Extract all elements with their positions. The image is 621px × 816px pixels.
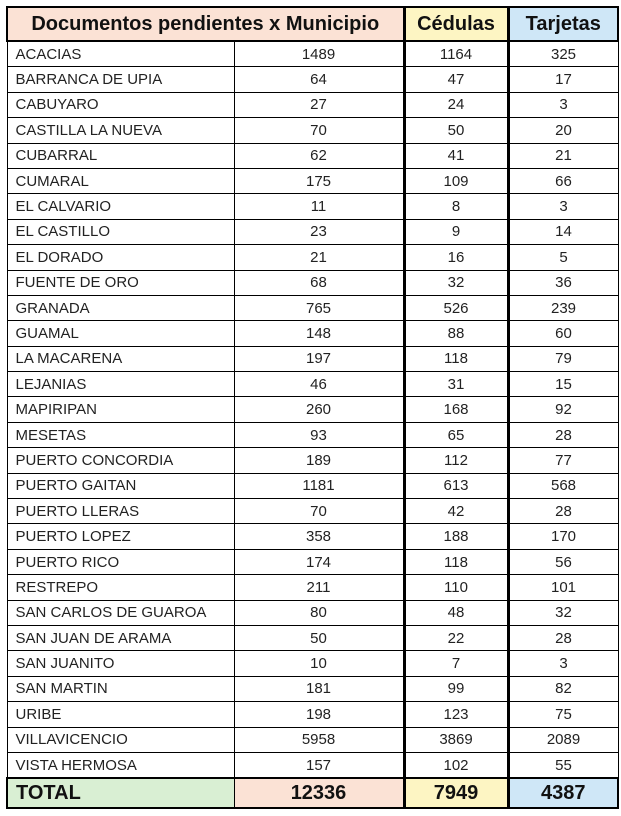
municipio-cell: SAN JUAN DE ARAMA: [7, 625, 234, 650]
total-cell: 175: [234, 168, 404, 193]
table-row: [7, 397, 618, 422]
municipio-cell: EL DORADO: [7, 245, 234, 270]
tarjetas-cell: 17: [508, 67, 618, 92]
total-cell: 23: [234, 219, 404, 244]
total-cell: 50: [234, 625, 404, 650]
cedulas-cell: 16: [404, 245, 508, 270]
cedulas-cell: 47: [404, 67, 508, 92]
tarjetas-cell: 36: [508, 270, 618, 295]
table-row: [7, 372, 618, 397]
tarjetas-cell: 32: [508, 600, 618, 625]
cedulas-cell: 7: [404, 651, 508, 676]
cedulas-cell: 50: [404, 118, 508, 143]
municipio-cell: SAN JUANITO: [7, 651, 234, 676]
municipio-cell: GUAMAL: [7, 321, 234, 346]
pending-documents-table: [6, 6, 619, 809]
table-row: [7, 67, 618, 92]
total-cell: 11: [234, 194, 404, 219]
total-cell: 211: [234, 575, 404, 600]
municipio-cell: SAN CARLOS DE GUAROA: [7, 600, 234, 625]
municipio-cell: RESTREPO: [7, 575, 234, 600]
table-row: [7, 676, 618, 701]
municipio-cell: EL CASTILLO: [7, 219, 234, 244]
municipio-cell: URIBE: [7, 702, 234, 727]
cedulas-cell: 42: [404, 499, 508, 524]
total-cell: 1181: [234, 473, 404, 498]
total-cell: 70: [234, 118, 404, 143]
cedulas-cell: 31: [404, 372, 508, 397]
municipio-cell: MAPIRIPAN: [7, 397, 234, 422]
total-cell: 68: [234, 270, 404, 295]
municipio-cell: PUERTO LOPEZ: [7, 524, 234, 549]
table-row: [7, 143, 618, 168]
municipio-cell: SAN MARTIN: [7, 676, 234, 701]
total-cell: 198: [234, 702, 404, 727]
municipio-cell: GRANADA: [7, 295, 234, 320]
cedulas-cell: 32: [404, 270, 508, 295]
table-row: [7, 118, 618, 143]
total-cell: 93: [234, 422, 404, 447]
total-cell: 62: [234, 143, 404, 168]
tarjetas-cell: 3: [508, 651, 618, 676]
total-row: [7, 778, 618, 808]
total-cell: 5958: [234, 727, 404, 752]
municipio-cell: PUERTO CONCORDIA: [7, 448, 234, 473]
cedulas-cell: 65: [404, 422, 508, 447]
tarjetas-cell: 5: [508, 245, 618, 270]
tarjetas-cell: 28: [508, 422, 618, 447]
cedulas-cell: 24: [404, 92, 508, 117]
municipio-cell: BARRANCA DE UPIA: [7, 67, 234, 92]
cedulas-cell: 112: [404, 448, 508, 473]
total-cell: 64: [234, 67, 404, 92]
tarjetas-cell: 92: [508, 397, 618, 422]
table-row: [7, 524, 618, 549]
table-row: [7, 651, 618, 676]
table-row: [7, 600, 618, 625]
tarjetas-cell: 21: [508, 143, 618, 168]
table-row: [7, 448, 618, 473]
table-row: [7, 752, 618, 778]
tarjetas-cell: 3: [508, 92, 618, 117]
total-cell: 80: [234, 600, 404, 625]
table-row: [7, 92, 618, 117]
municipio-cell: PUERTO RICO: [7, 549, 234, 574]
tarjetas-cell: 170: [508, 524, 618, 549]
municipio-cell: CABUYARO: [7, 92, 234, 117]
cedulas-cell: 22: [404, 625, 508, 650]
cedulas-cell: 109: [404, 168, 508, 193]
total-cell: 70: [234, 499, 404, 524]
table-row: [7, 219, 618, 244]
table-row: [7, 245, 618, 270]
total-cell: 197: [234, 346, 404, 371]
cedulas-cell: 613: [404, 473, 508, 498]
tarjetas-cell: 77: [508, 448, 618, 473]
tarjetas-cell: 325: [508, 41, 618, 67]
table-row: [7, 41, 618, 67]
municipio-cell: VISTA HERMOSA: [7, 752, 234, 778]
municipio-cell: CASTILLA LA NUEVA: [7, 118, 234, 143]
municipio-cell: ACACIAS: [7, 41, 234, 67]
table-row: [7, 346, 618, 371]
total-cell: 260: [234, 397, 404, 422]
total-cell: 157: [234, 752, 404, 778]
header-row: [7, 7, 618, 41]
total-cell: 181: [234, 676, 404, 701]
municipio-cell: CUMARAL: [7, 168, 234, 193]
tarjetas-cell: 56: [508, 549, 618, 574]
header-cedulas: Cédulas: [404, 7, 508, 41]
tarjetas-cell: 28: [508, 499, 618, 524]
total-cell: 765: [234, 295, 404, 320]
municipio-cell: CUBARRAL: [7, 143, 234, 168]
table-row: [7, 499, 618, 524]
table-row: [7, 422, 618, 447]
cedulas-cell: 188: [404, 524, 508, 549]
tarjetas-cell: 82: [508, 676, 618, 701]
cedulas-cell: 88: [404, 321, 508, 346]
tarjetas-cell: 75: [508, 702, 618, 727]
header-tarjetas: Tarjetas: [508, 7, 618, 41]
cedulas-cell: 48: [404, 600, 508, 625]
table-row: [7, 321, 618, 346]
header-title: Documentos pendientes x Municipio: [7, 7, 404, 41]
table-row: [7, 295, 618, 320]
tarjetas-cell: 568: [508, 473, 618, 498]
total-cell: 174: [234, 549, 404, 574]
total-cell: 358: [234, 524, 404, 549]
cedulas-cell: 41: [404, 143, 508, 168]
municipio-cell: EL CALVARIO: [7, 194, 234, 219]
table-row: [7, 727, 618, 752]
cedulas-cell: 526: [404, 295, 508, 320]
total-cell: 1489: [234, 41, 404, 67]
cedulas-cell: 123: [404, 702, 508, 727]
cedulas-cell: 3869: [404, 727, 508, 752]
municipio-cell: LA MACARENA: [7, 346, 234, 371]
total-cell: 46: [234, 372, 404, 397]
cedulas-cell: 102: [404, 752, 508, 778]
tarjetas-cell: 101: [508, 575, 618, 600]
cedulas-cell: 8: [404, 194, 508, 219]
table-row: [7, 270, 618, 295]
tarjetas-cell: 2089: [508, 727, 618, 752]
tarjetas-cell: 15: [508, 372, 618, 397]
cedulas-cell: 9: [404, 219, 508, 244]
table-row: [7, 473, 618, 498]
total-value: 12336: [234, 778, 404, 808]
total-label: TOTAL: [7, 778, 234, 808]
tarjetas-cell: 239: [508, 295, 618, 320]
municipio-cell: FUENTE DE ORO: [7, 270, 234, 295]
table-row: [7, 575, 618, 600]
cedulas-cell: 118: [404, 549, 508, 574]
municipio-cell: LEJANIAS: [7, 372, 234, 397]
cedulas-cell: 1164: [404, 41, 508, 67]
municipio-cell: PUERTO GAITAN: [7, 473, 234, 498]
tarjetas-cell: 55: [508, 752, 618, 778]
tarjetas-cell: 14: [508, 219, 618, 244]
total-tarjetas: 4387: [508, 778, 618, 808]
table-row: [7, 702, 618, 727]
cedulas-cell: 110: [404, 575, 508, 600]
table-row: [7, 549, 618, 574]
table-row: [7, 194, 618, 219]
tarjetas-cell: 3: [508, 194, 618, 219]
municipio-cell: MESETAS: [7, 422, 234, 447]
cedulas-cell: 168: [404, 397, 508, 422]
table-row: [7, 168, 618, 193]
total-cell: 27: [234, 92, 404, 117]
municipio-cell: VILLAVICENCIO: [7, 727, 234, 752]
total-cedulas: 7949: [404, 778, 508, 808]
total-cell: 21: [234, 245, 404, 270]
tarjetas-cell: 66: [508, 168, 618, 193]
total-cell: 10: [234, 651, 404, 676]
tarjetas-cell: 28: [508, 625, 618, 650]
table-row: [7, 625, 618, 650]
municipio-cell: PUERTO LLERAS: [7, 499, 234, 524]
tarjetas-cell: 60: [508, 321, 618, 346]
cedulas-cell: 99: [404, 676, 508, 701]
total-cell: 148: [234, 321, 404, 346]
tarjetas-cell: 79: [508, 346, 618, 371]
cedulas-cell: 118: [404, 346, 508, 371]
total-cell: 189: [234, 448, 404, 473]
tarjetas-cell: 20: [508, 118, 618, 143]
